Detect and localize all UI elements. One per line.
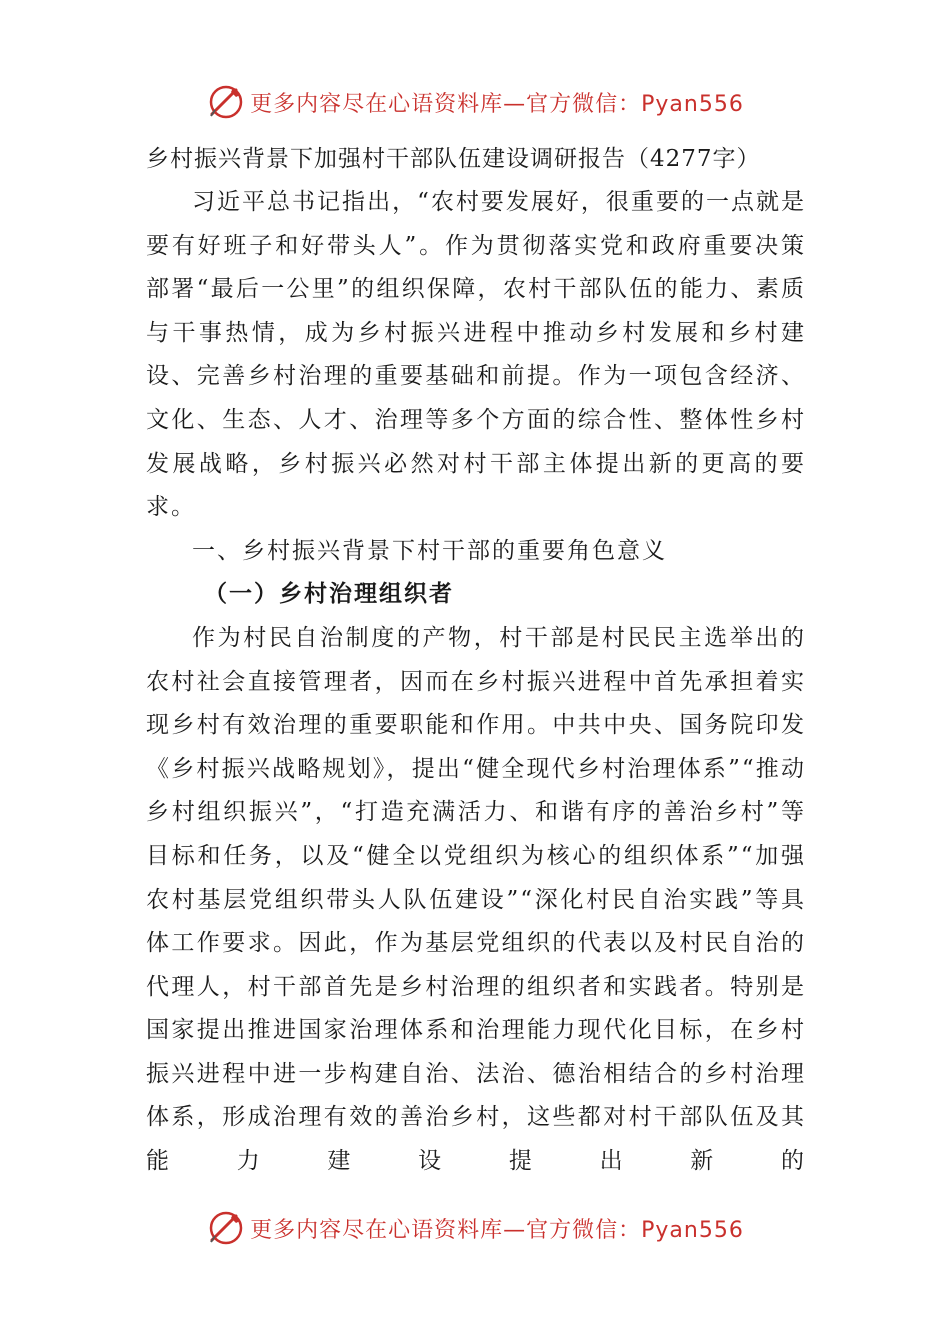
watermark-text: 更多内容尽在心语资料库—官方微信：Pyan556 <box>250 91 744 117</box>
section-heading: 一、乡村振兴背景下村干部的重要角色意义 <box>192 537 667 564</box>
intro-paragraph: 习近平总书记指出，“农村要发展好，很重要的一点就是要有好班子和好带头人”。作为贯彻落实党和政府重要决策部署“最后一公里”的组织保障，农村干部队伍的能力、素质与干事热情，成为乡村振兴进程中推动乡村发展和乡村建设、完善乡村治理的重要基础和前提。作为一项包含经济、文化、生态、人才、治理等多个方面的综合性、整体性乡村发展战略，乡村振兴必然对村干部主体提出新的更高的要求。 <box>146 189 806 521</box>
pen-logo-icon <box>206 1208 246 1248</box>
subsection-heading: （一）乡村治理组织者 <box>204 581 454 608</box>
watermark-banner-bottom <box>0 1208 950 1248</box>
subsection-paragraph: 作为村民自治制度的产物，村干部是村民民主选举出的农村社会直接管理者，因而在乡村振兴进程中首先承担着实现乡村有效治理的重要职能和作用。中共中央、国务院印发《乡村振兴战略规划》，提出“健全现代乡村治理体系”“推动乡村组织振兴”，“打造充满活力、和谐有序的善治乡村”等目标和任务，以及“健全以党组织为核心的组织体系”“加强农村基层党组织带头人队伍建设”“深化村民自治实践”等具体工作要求。因此，作为基层党组织的代表以及村民自治的代理人，村干部首先是乡村治理的组织者和实践者。特别是国家提出推进国家治理体系和治理能力现代化目标，在乡村振兴进程中进一步构建自治、法治、德治相结合的乡村治理体系，形成治理有效的善治乡村，这些都对村干部队伍及其能力建设提出新的 <box>146 624 806 1175</box>
watermark-banner-top <box>0 82 950 122</box>
document-title: 乡村振兴背景下加强村干部队伍建设调研报告（4277字） <box>146 146 761 172</box>
document-body <box>146 138 806 1184</box>
pen-logo-icon <box>206 82 246 122</box>
watermark-text: 更多内容尽在心语资料库—官方微信：Pyan556 <box>250 1217 744 1243</box>
